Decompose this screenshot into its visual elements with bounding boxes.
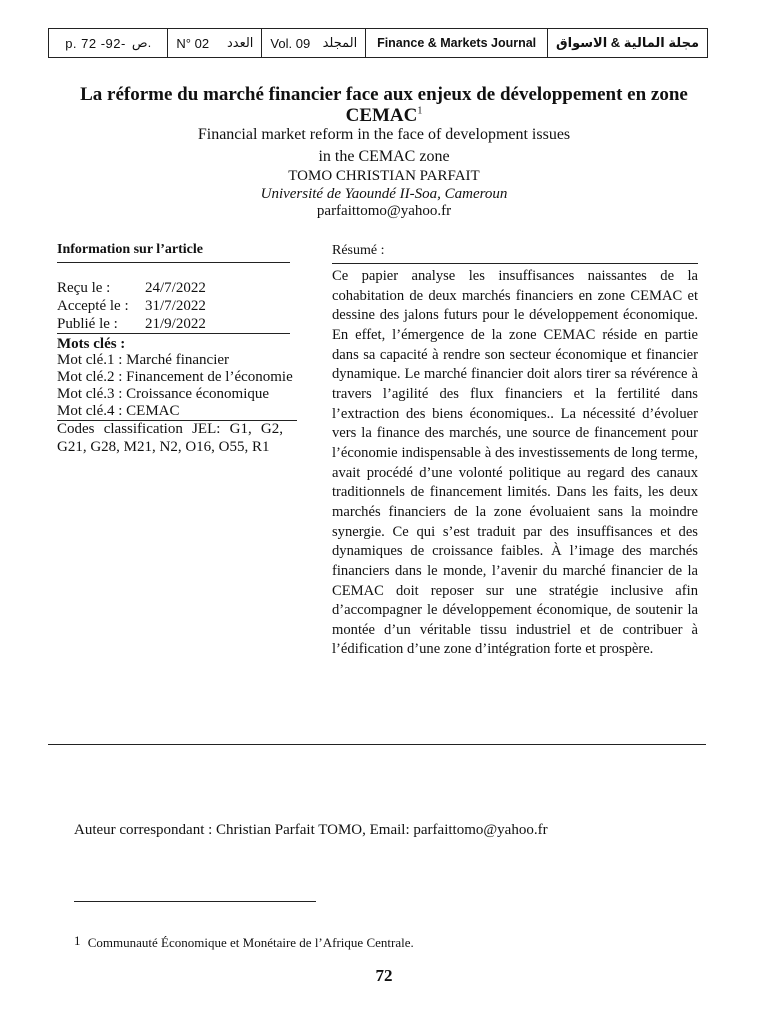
date-received	[57, 279, 297, 297]
abstract-label: Résumé :	[332, 241, 698, 264]
title-footnote-marker: 1	[417, 105, 423, 117]
jel-codes: Codes classification JEL: G1, G2, G21, G28, M21, N2, O16, O55, R1	[57, 421, 283, 455]
date-published	[57, 315, 297, 333]
paper-title-french	[60, 84, 708, 126]
abstract-text: Ce papier analyse les insuffisances naissantes de la cohabitation de deux marchés financiers en zone CEMAC et dessine des jalons futurs pour le développement économique. En effet, l’émergence de la zone CEMAC réside en partie dans sa capacité à rendre son secteur économique et financier dynamique. Le marché financier doit alors tirer sa révérence à travers l’agilité des flux financiers et la fertilité dans l’extraction des biens économiques.. La nécessité d’évoluer vers la finance des marchés, une source de financement pour l’économie indispensable à des investissements de long terme, avait procédé d’une volonté politique au regard des canaux traditionnels de financement limités. Dans les faits, les deux marchés financiers de la zone évoluaient sans la moindre synergie. Ce qui s’est traduit par des insuffisances et des dynamiques de croissance faibles. À l’image des marchés financiers dans le monde, l’avenir du marché financier de la CEMAC doit reposer sur une stratégie inclusive afin d’accompagner le développement économique, de soutenir la montée d’un véritable tissu industriel et de contribuer à l’édification d’une zone d’intégration forte et prospère.	[332, 268, 698, 658]
date-accepted-value: 31/7/2022	[145, 298, 206, 314]
author-email: parfaittomo@yahoo.fr	[316, 203, 452, 219]
date-published-value: 21/9/2022	[145, 316, 206, 332]
date-accepted	[57, 297, 297, 315]
date-received-label: Reçu le :	[57, 280, 111, 296]
footnote-text: Communauté Économique et Monétaire de l’Afrique Centrale.	[87, 935, 414, 950]
keyword-2: Mot clé.2 : Financement de l’économie	[57, 369, 293, 385]
corresponding-author: Auteur correspondant : Christian Parfait TOMO, Email: parfaittomo@yahoo.fr	[74, 822, 548, 838]
date-received-value: 24/7/2022	[145, 280, 206, 296]
keyword-3: Mot clé.3 : Croissance économique	[57, 386, 270, 402]
header-number-latin: N° 02	[176, 35, 210, 51]
header-volume	[262, 29, 366, 57]
footnote-divider	[74, 901, 316, 902]
author-affiliation: Université de Yaoundé II-Soa, Cameroun	[260, 186, 508, 202]
paper-title-english-line2: in the CEMAC zone	[318, 148, 450, 165]
abstract-panel	[332, 241, 698, 660]
divider	[57, 333, 290, 334]
header-volume-arabic: المجلد	[322, 35, 358, 50]
header-volume-latin: Vol. 09	[270, 35, 311, 51]
keywords-heading: Mots clés :	[57, 336, 126, 352]
header-journal-en: Finance & Markets Journal	[366, 29, 548, 57]
author-name: TOMO CHRISTIAN PARFAIT	[288, 168, 480, 184]
keyword-1: Mot clé.1 : Marché financier	[57, 352, 230, 368]
section-divider	[48, 744, 706, 745]
header-pages	[49, 29, 168, 57]
journal-header	[48, 28, 708, 58]
page-number: 72	[375, 966, 393, 985]
header-journal-ar: مجلة المالية & الاسواق	[556, 35, 699, 50]
header-pages-arabic: ص.	[131, 35, 152, 50]
date-published-label: Publié le :	[57, 316, 118, 332]
footnote-number: 1	[74, 933, 81, 948]
article-info-panel	[57, 240, 297, 456]
keyword-4: Mot clé.4 : CEMAC	[57, 403, 180, 419]
header-number	[168, 29, 262, 57]
header-pages-latin: p. 72 -92-	[65, 35, 126, 51]
header-number-arabic: العدد	[226, 35, 254, 50]
footnote	[74, 935, 414, 951]
date-accepted-label: Accepté le :	[57, 298, 129, 314]
paper-title-french-text: La réforme du marché financier face aux enjeux de développement en zone CEMAC	[80, 84, 688, 126]
paper-title-english-line1: Financial market reform in the face of development issues	[197, 126, 571, 143]
article-dates	[57, 279, 297, 333]
paper-title-english	[60, 124, 708, 168]
article-info-heading: Information sur l’article	[57, 240, 290, 263]
